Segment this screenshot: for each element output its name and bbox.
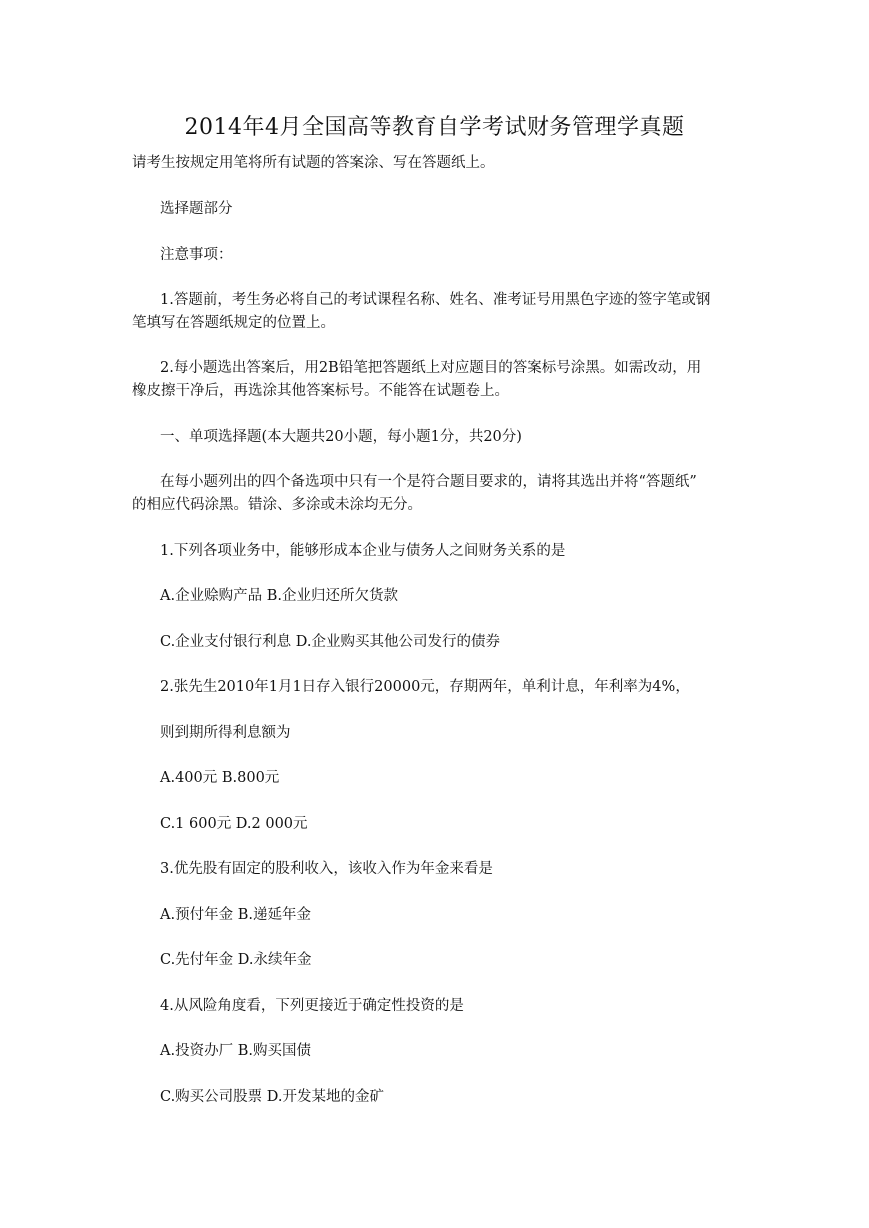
question-3: 3.优先股有固定的股利收入，该收入作为年金来看是 [160,861,493,877]
question-1-options-cd: C.企业支付银行利息 D.企业购买其他公司发行的债券 [160,634,501,650]
section-choice-heading: 选择题部分 [160,201,233,217]
notice-heading: 注意事项： [160,247,233,263]
question-4-options-cd: C.购买公司股票 D.开发某地的金矿 [160,1089,385,1105]
question-2-options-cd: C.1 600元 D.2 000元 [160,816,308,832]
question-4: 4.从风险角度看，下列更接近于确定性投资的是 [160,998,464,1014]
notice-1-line1: 1.答题前，考生务必将自己的考试课程名称、姓名、准考证号用黑色字迹的签字笔或钢 [160,292,711,308]
question-2-line2: 则到期所得利息额为 [160,725,291,741]
part-one-desc-line1: 在每小题列出的四个备选项中只有一个是符合题目要求的，请将其选出并将“答题纸” [160,474,697,490]
question-3-options-cd: C.先付年金 D.永续年金 [160,952,312,968]
question-1: 1.下列各项业务中，能够形成本企业与债务人之间财务关系的是 [160,543,566,559]
instruction-text: 请考生按规定用笔将所有试题的答案涂、写在答题纸上。 [132,155,495,171]
part-one-desc-line2: 的相应代码涂黑。错涂、多涂或未涂均无分。 [132,497,422,513]
question-3-options-ab: A.预付年金 B.递延年金 [160,907,311,923]
question-4-options-ab: A.投资办厂 B.购买国债 [160,1043,311,1059]
notice-2-line1: 2.每小题选出答案后，用2B铅笔把答题纸上对应题目的答案标号涂黑。如需改动，用 [160,360,702,376]
question-1-options-ab: A.企业赊购产品 B.企业归还所欠货款 [160,588,398,604]
question-2-options-ab: A.400元 B.800元 [160,770,280,786]
question-2-line1: 2.张先生2010年1月1日存入银行20000元，存期两年，单利计息，年利率为4%， [160,679,690,695]
notice-1-line2: 笔填写在答题纸规定的位置上。 [132,315,335,331]
notice-2-line2: 橡皮擦干净后，再选涂其他答案标号。不能答在试题卷上。 [132,383,509,399]
document-title: 2014年4月全国高等教育自学考试财务管理学真题 [184,115,685,140]
part-one-heading: 一、单项选择题(本大题共20小题，每小题1分，共20分) [160,429,522,445]
